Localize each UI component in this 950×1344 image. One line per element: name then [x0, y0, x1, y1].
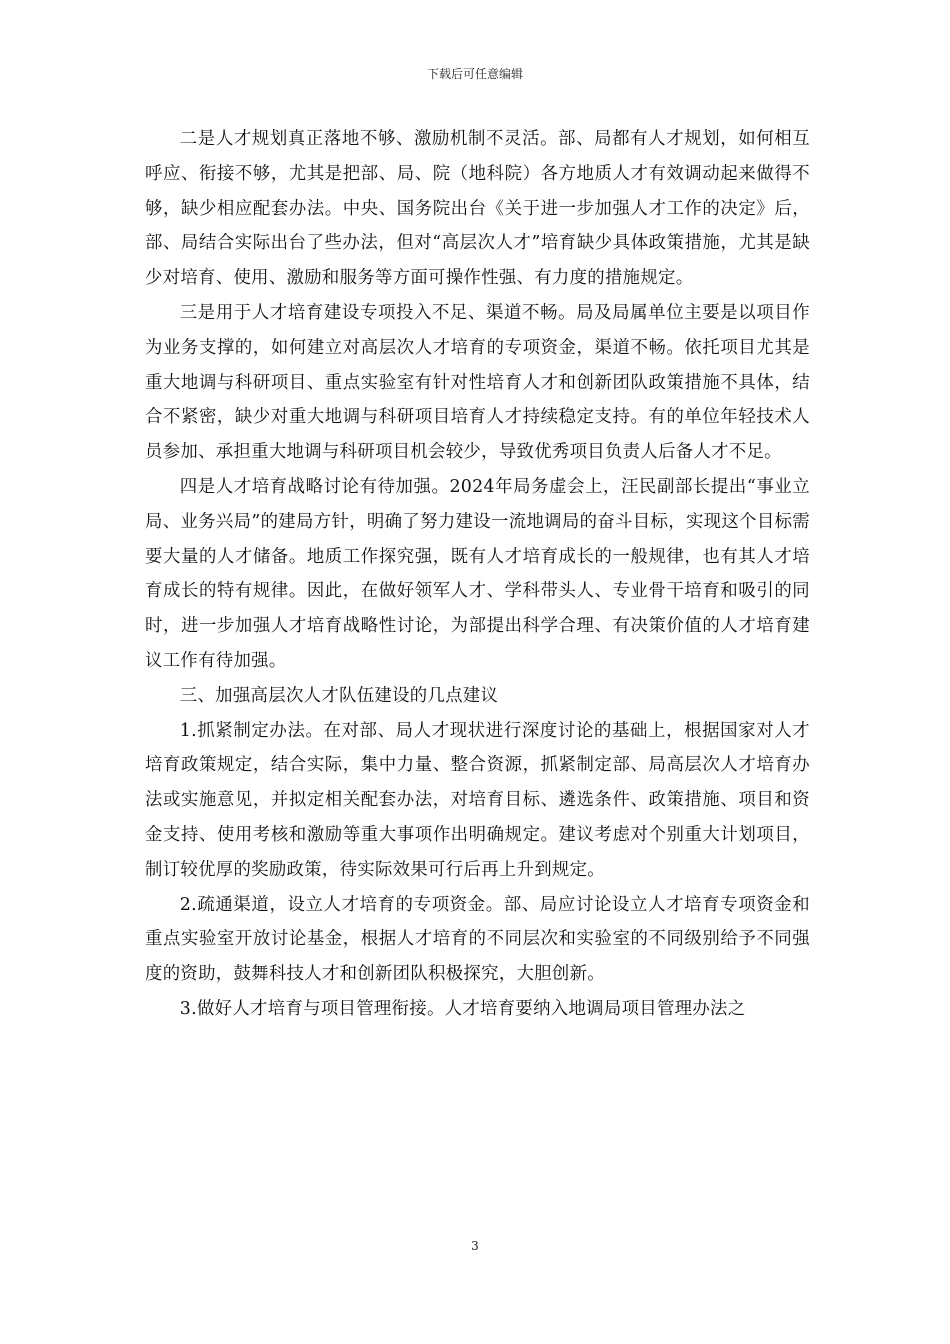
page-header-note: 下载后可任意编辑 [426, 67, 523, 81]
paragraph-suggestion-1: 1.抓紧制定办法。在对部、局人才现状进行深度讨论的基础上，根据国家对人才培育政策规定，结合实际，集中力量、整合资源，抓紧制定部、局高层次人才培育办法或实施意见，并拟定相关配套办法，对培育目标、遴选条件、政策措施、项目和资金支持、使用考核和激励等重大事项作出明确规定。建议考虑对个别重大计划项目，制订较优厚的奖励政策，待实际效果可行后再上升到规定。 [145, 720, 810, 880]
paragraph-suggestion-2: 2.疏通渠道，设立人才培育的专项资金。部、局应讨论设立人才培育专项资金和重点实验室开放讨论基金，根据人才培育的不同层次和实验室的不同级别给予不同强度的资助，鼓舞科技人才和创新团队积极探究，大胆创新。 [145, 894, 810, 985]
paragraph-strategy-discussion: 四是人才培育战略讨论有待加强。2024年局务虚会上，汪民副部长提出“事业立局、业务兴局”的建局方针，明确了努力建设一流地调局的奋斗目标，实现这个目标需要大量的人才储备。地质工作探究强，既有人才培育成长的一般规律，也有其人才培育成长的特有规律。因此，在做好领军人才、学科带头人、专业骨干培育和吸引的同时，进一步加强人才培育战略性讨论，为部提出科学合理、有决策价值的人才培育建议工作有待加强。 [145, 476, 810, 671]
paragraph-suggestion-3: 3.做好人才培育与项目管理衔接。人才培育要纳入地调局项目管理办法之 [179, 998, 746, 1019]
page-number: 3 [471, 1239, 479, 1253]
section-heading-suggestions: 三、加强高层次人才队伍建设的几点建议 [179, 685, 499, 706]
paragraph-special-funding: 三是用于人才培育建设专项投入不足、渠道不畅。局及局属单位主要是以项目作为业务支撑的，如何建立对高层次人才培育的专项资金，渠道不畅。依托项目尤其是重大地调与科研项目、重点实验室有针对性培育人才和创新团队政策措施不具体，结合不紧密，缺少对重大地调与科研项目培育人才持续稳定支持。有的单位年轻技术人员参加、承担重大地调与科研项目机会较少，导致优秀项目负责人后备人才不足。 [145, 302, 810, 463]
paragraph-talent-planning: 二是人才规划真正落地不够、激励机制不灵活。部、局都有人才规划，如何相互呼应、衔接不够，尤其是把部、局、院（地科院）各方地质人才有效调动起来做得不够，缺少相应配套办法。中央、国务院出台《关于进一步加强人才工作的决定》后，部、局结合实际出台了些办法，但对“高层次人才”培育缺少具体政策措施，尤其是缺少对培育、使用、激励和服务等方面可操作性强、有力度的措施规定。 [145, 129, 810, 289]
document-body [145, 122, 810, 1027]
